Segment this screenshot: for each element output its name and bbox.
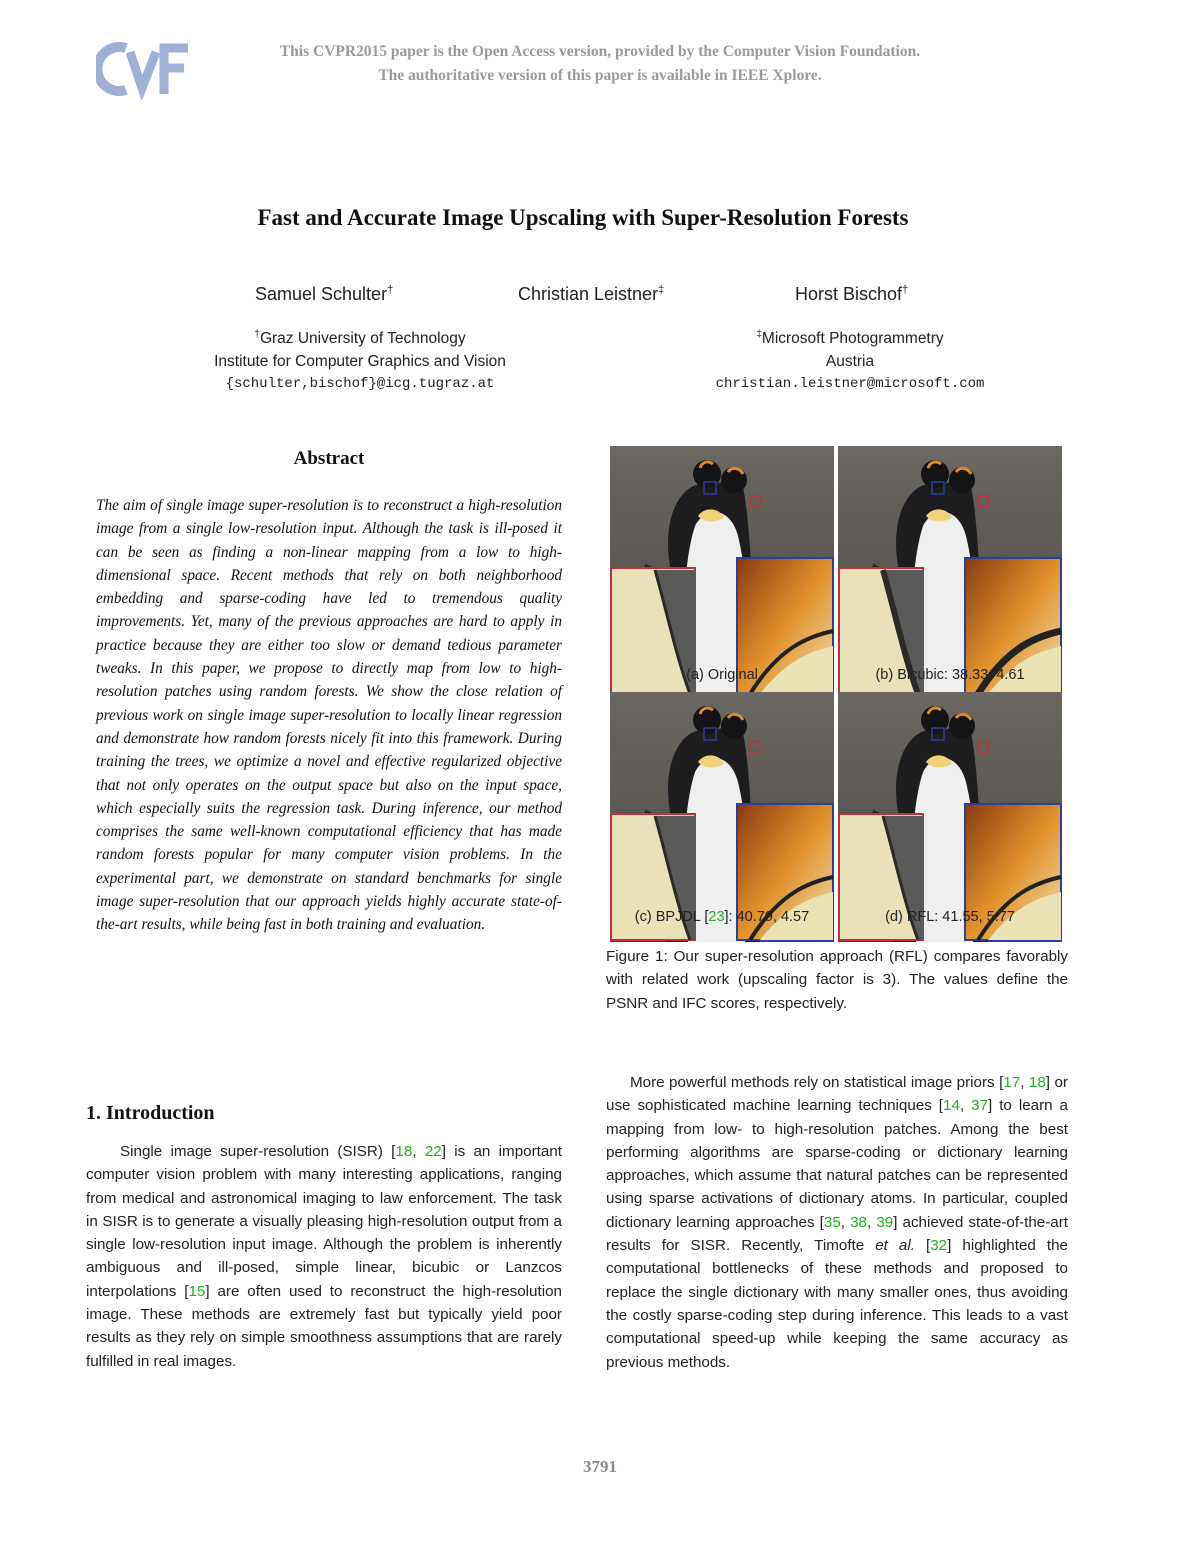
- email-right: christian.leistner@microsoft.com: [715, 376, 985, 393]
- author-1: Samuel Schulter†: [255, 284, 394, 304]
- author-2: Christian Leistner‡: [518, 284, 665, 304]
- open-access-notice: This CVPR2015 paper is the Open Access version, provided by the Computer Vision Foundation.: [279, 43, 921, 60]
- citation-link[interactable]: 32: [930, 1237, 948, 1255]
- email-left: {schulter,bischof}@icg.tugraz.at: [225, 376, 495, 393]
- figure-panel-original: [610, 446, 834, 696]
- subcaption-b: (b) Bicubic: 38.33, 4.61: [875, 667, 1025, 683]
- citation-link[interactable]: 23: [708, 909, 725, 925]
- author-3: Horst Bischof†: [795, 284, 909, 304]
- abstract-text: The aim of single image super-resolution is to reconstruct a high-resolution image from a single low-resolution input. Although the task is ill-posed it can be seen as finding a non-linear mapping from a low to high-dimensional space. Recent methods that rely on both neighborhood embedding and sparse-coding have led to tremendous quality improvements. Yet, many of the previous approaches are hard to apply in practice because they are either too slow or demand tedious parameter tweaks. In this paper, we propose to directly map from low to high-resolution patches using random forests. We show the close relation of previous work on single image super-resolution to locally linear regression and demonstrate how random forests nicely fit into this framework. During training the trees, we optimize a novel and effective regularized objective that not only operates on the output space but also on the input space, which especially suits the regression task. During inference, our method comprises the same well-known computational efficiency that has made random forests popular for many computer vision problems. In the experimental part, we demonstrate on standard benchmarks for single image super-resolution that our approach yields highly accurate state-of-the-art results, while being fast in both training and evaluation.: [96, 497, 562, 934]
- figure-caption: Figure 1: Our super-resolution approach (RFL) compares favorably with related work (upscaling factor is 3). The values define the PSNR and IFC scores, respectively.: [606, 948, 1068, 1012]
- citation-link[interactable]: 35: [823, 1213, 841, 1231]
- figure-panel-bpjdl: [610, 692, 834, 942]
- subcaption-c: (c) BPJDL [23]: 40.79, 4.57: [634, 909, 810, 925]
- intro-paragraph: Single image super-resolution (SISR) [18, 22] is an important computer vision problem with many interesting applications, ranging from medical and astronomical imaging to law enforcement. The task in SISR is to generate a visually pleasing high-resolution output from a single low-resolution input image. Although the problem is inherently ambiguous and ill-posed, simple linear, bicubic or Lanzcos interpolations [15] are often used to reconstruct the high-resolution image. These methods are extremely fast but typically yield poor results as they rely on simple smoothness assumptions that are rarely fulfilled in real images.: [86, 1143, 562, 1370]
- citation-link[interactable]: 22: [424, 1143, 442, 1160]
- affiliation-right: ‡Microsoft Photogrammetry Austria christian.leistner@microsoft.com: [640, 323, 1060, 396]
- subcaption-a: (a) Original: [686, 667, 758, 683]
- ieee-xplore-notice: The authoritative version of this paper is available in IEEE Xplore.: [378, 67, 822, 84]
- citation-link[interactable]: 14: [943, 1097, 960, 1115]
- citation-link[interactable]: 39: [876, 1213, 894, 1231]
- cvf-logo: [96, 38, 192, 100]
- figure-panel-rfl: [838, 692, 1062, 942]
- subcaption-d: (d) RFL: 41.55, 5.77: [885, 909, 1015, 925]
- paper-title: Fast and Accurate Image Upscaling with Super-Resolution Forests: [257, 205, 909, 230]
- citation-link[interactable]: 18: [395, 1143, 413, 1160]
- page-number: 3791: [583, 1457, 617, 1476]
- citation-link[interactable]: 17: [1003, 1074, 1021, 1091]
- citation-link[interactable]: 38: [850, 1213, 867, 1231]
- citation-link[interactable]: 37: [971, 1097, 989, 1115]
- abstract-heading: Abstract: [293, 448, 365, 469]
- citation-link[interactable]: 15: [188, 1282, 206, 1300]
- affiliation-left: †Graz University of Technology Institute for Computer Graphics and Vision {schulter,bischof}@icg.tugraz.at: [150, 323, 570, 396]
- section-heading-introduction: 1. Introduction: [86, 1102, 215, 1124]
- citation-link[interactable]: 18: [1028, 1074, 1046, 1091]
- figure-panel-bicubic: [838, 446, 1062, 696]
- right-column-paragraph: More powerful methods rely on statistical image priors [17, 18] or use sophisticated machine learning techniques [14, 37] to learn a mapping from low- to high-resolution patches. Among the best performing algorithms are sparse-coding or dictionary learning approaches, which assume that natural patches can be represented using sparse activations of dictionary atoms. In particular, coupled dictionary learning approaches [35, 38, 39] achieved state-of-the-art results for SISR. Recently, Timofte et al. [32] highlighted the computational bottlenecks of these methods and proposed to replace the single dictionary with many smaller ones, thus avoiding the costly sparse-coding step during inference. This leads to a vast computational speed-up while keeping the same accuracy as previous methods.: [606, 1074, 1068, 1371]
